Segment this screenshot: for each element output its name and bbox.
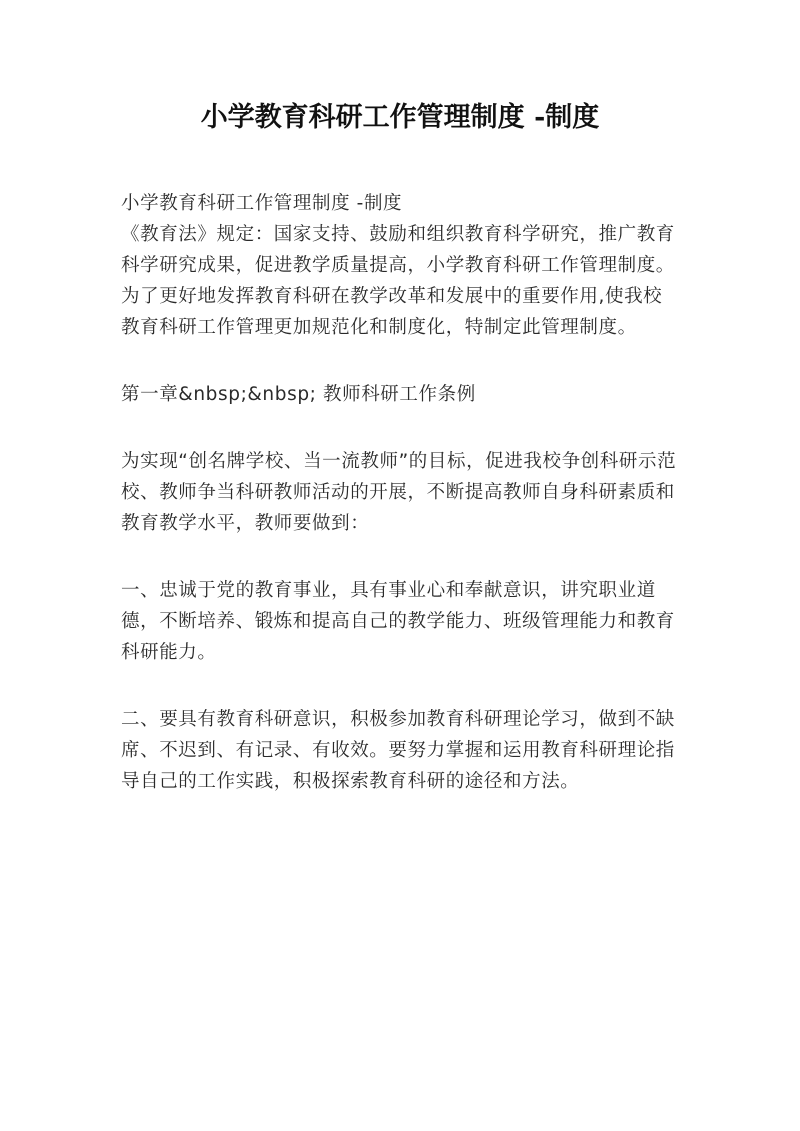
rule-two-paragraph: 二、要具有教育科研意识，积极参加教育科研理论学习，做到不缺席、不迟到、有记录、有收效。要努力掌握和运用教育科研理论指导自己的工作实践，积极探索教育科研的途径和方法。 [121,709,675,792]
document-title: 小学教育科研工作管理制度 -制度 [200,102,600,133]
intro-paragraph: 《教育法》规定：国家支持、鼓励和组织教育科学研究，推广教育科学研究成果，促进教学质量提高，小学教育科研工作管理制度。为了更好地发挥教育科研在教学改革和发展中的重要作用,使我校教育科研工作管理更加规范化和制度化，特制定此管理制度。 [121,224,675,338]
document-subtitle: 小学教育科研工作管理制度 -制度 [121,193,403,214]
goal-paragraph: 为实现“创名牌学校、当一流教师”的目标，促进我校争创科研示范校、教师争当科研教师活动的开展，不断提高教师自身科研素质和教育教学水平，教师要做到： [121,451,677,534]
document-body [121,188,681,797]
chapter-heading: 第一章&nbsp;&nbsp; 教师科研工作条例 [121,384,476,405]
rule-one-paragraph: 一、忠诚于党的教育事业，具有事业心和奉献意识，讲究职业道德，不断培养、锻炼和提高自己的教学能力、班级管理能力和教育科研能力。 [121,580,675,663]
